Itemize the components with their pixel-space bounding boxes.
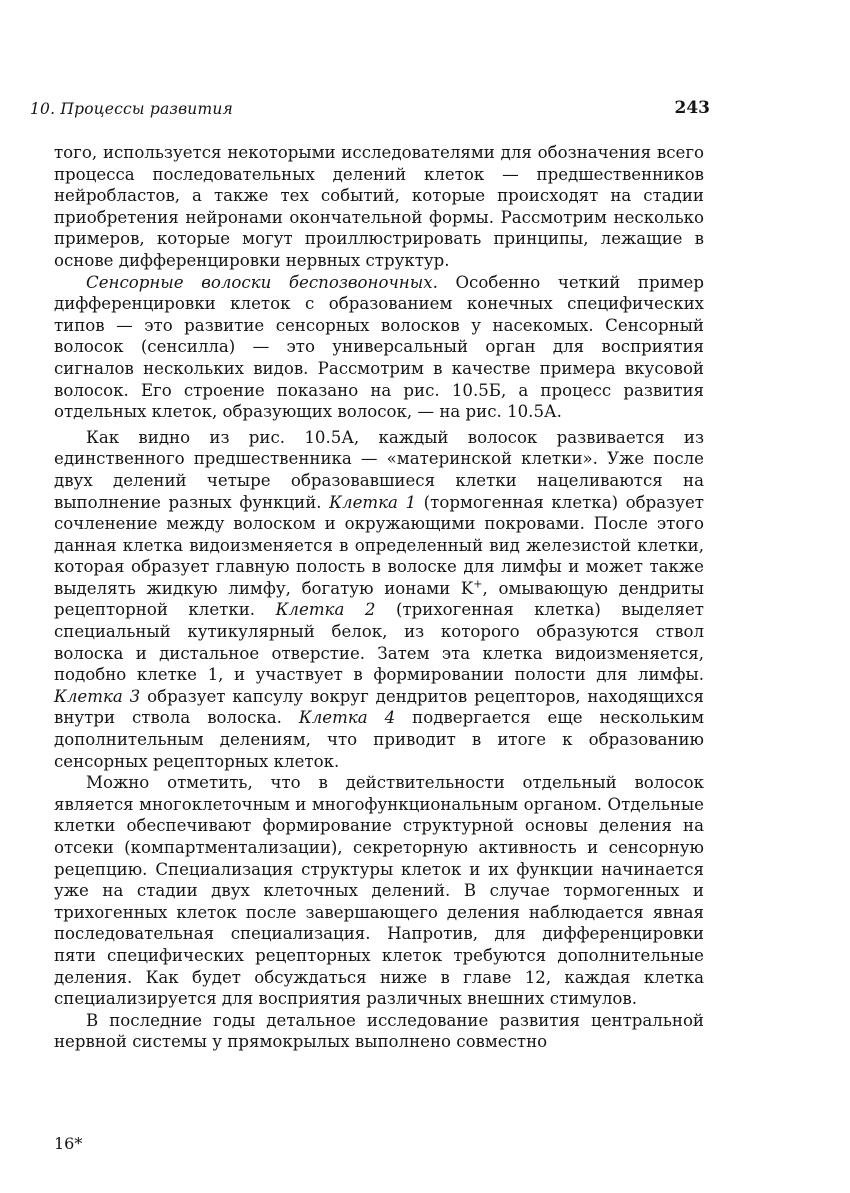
text-run: (тормогенная клетка) образует сочленение между волоском и окружающими покровами. После этого данная клетка видоизменяется в определенный вид железистой клетки, которая образует главную полость в волоске для лимфы и может также выделять жидкую лимфу, богатую ионами K <box>54 492 704 598</box>
text-run: Можно отметить, что в действительности отдельный волосок является многоклеточным и многофункциональным органом. Отдельные клетки обеспечивают формирование структурной основы деления на отсеки (компартментализации), секреторную активность и сенсорную рецепцию. Специализация структуры клеток и их функции начинается уже на стадии двух клеточных делений. В случае тормогенных и трихогенных клеток после завершающего деления наблюдается явная последовательная специализация. Напротив, для дифференцировки пяти специфических рецепторных клеток требуются дополнительные деления. Как будет обсуждаться ниже в главе 12, каждая клетка специализируется для восприятия различных внешних стимулов. <box>54 773 704 1009</box>
italic-run: Клетка 4 <box>298 708 396 728</box>
text-run: того, используется некоторыми исследователями для обозначения всего процесса последовательных делений клеток — предшественников нейробластов, а также тех событий, которые происходят на стадии приобретения нейронами окончательной формы. Рассмотрим несколько примеров, которые могут проиллюстрировать принципы, лежащие в основе дифференцировки нервных структур. <box>54 143 704 270</box>
text-run: (трихогенная клетка) выделяет специальный кутикулярный белок, из которого образуются ствол волоска и дистальное отверстие. Затем эта клетка видоизменяется, подобно клетке 1, и участвует в формировании полости для лимфы. <box>54 600 704 685</box>
signature-mark: 16* <box>54 1134 83 1153</box>
text-run: образует капсулу вокруг дендритов рецепторов, находящихся внутри ствола волоска. <box>54 686 705 728</box>
body-text <box>54 142 704 1053</box>
chapter-title: 10. Процессы развития <box>30 100 234 118</box>
text-run: В последние годы детальное исследование развития центральной нервной системы у прямокрылых выполнено совместно <box>54 1010 704 1052</box>
page-number: 243 <box>674 98 710 118</box>
italic-run: Сенсорные волоски беспозвоночных. <box>86 272 438 292</box>
paragraph-continuation <box>54 142 704 272</box>
superscript: + <box>473 577 483 591</box>
paragraph-cell-development <box>54 427 704 773</box>
italic-run: Клетка 2 <box>275 600 376 620</box>
text-run: подвергается еще нескольким дополнительным делениям, что приводит в итоге к образованию сенсорных рецепторных клеток. <box>54 708 704 771</box>
italic-run: Клетка 3 <box>54 686 141 706</box>
paragraph-sensory-hairs <box>54 272 704 423</box>
text-run: , омывающую дендриты рецепторной клетки. <box>54 578 704 620</box>
text-run: Как видно из рис. 10.5А, каждый волосок развивается из единственного предшественника — «материнской клетки». Уже после двух делений четыре образовавшиеся клетки нацеливаются на выполнение разных функций. <box>54 427 704 512</box>
italic-run: Клетка 1 <box>329 492 417 512</box>
paragraph-multicellular-organ <box>54 772 704 1010</box>
paragraph-cns-development <box>54 1010 704 1053</box>
text-run: Особенно четкий пример дифференцировки клеток с образованием конечных специфических типов — это развитие сенсорных волосков у насекомых. Сенсорный волосок (сенсилла) — это универсальный орган для восприятия сигналов нескольких видов. Рассмотрим в качестве примера вкусовой волосок. Его строение показано на рис. 10.5Б, а процесс развития отдельных клеток, образующих волосок, — на рис. 10.5А. <box>54 272 704 422</box>
running-head <box>30 96 710 122</box>
